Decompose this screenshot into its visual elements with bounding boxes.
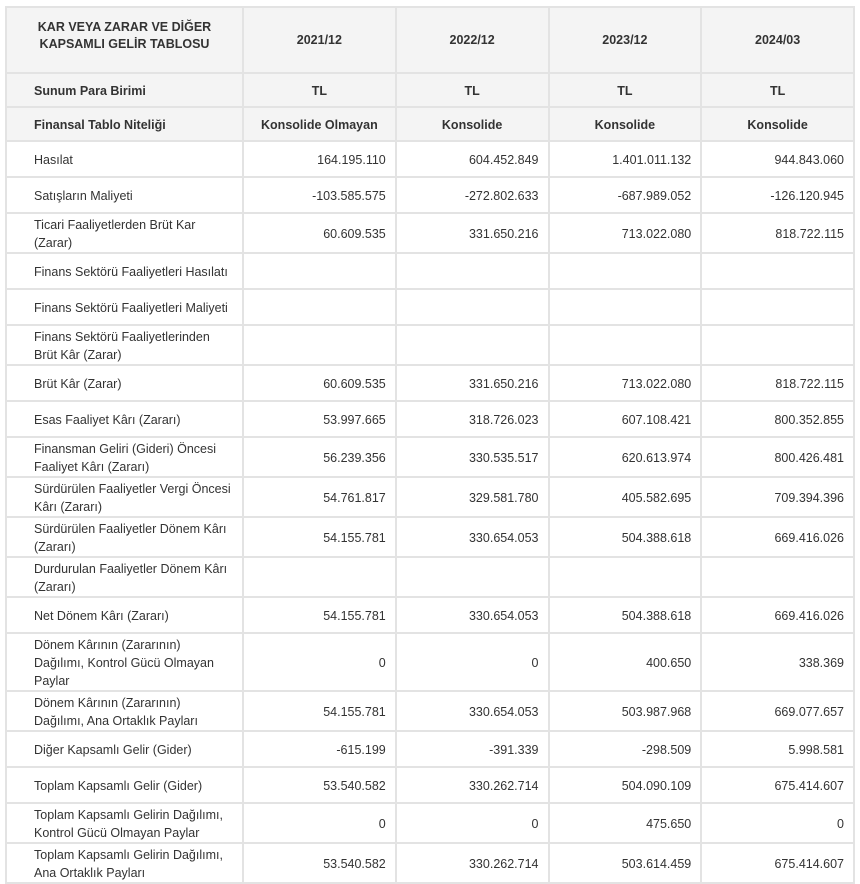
value-cell: 318.726.023 [396, 401, 549, 437]
value-cell: 331.650.216 [396, 213, 549, 253]
table-row [6, 597, 854, 633]
value-cell: -272.802.633 [396, 177, 549, 213]
value-cell [701, 325, 854, 365]
value-cell [701, 253, 854, 289]
value-cell [396, 289, 549, 325]
value-cell: 713.022.080 [549, 213, 702, 253]
value-cell: 330.654.053 [396, 597, 549, 633]
value-cell: 330.535.517 [396, 437, 549, 477]
value-cell: 164.195.110 [243, 141, 396, 177]
table-row [6, 253, 854, 289]
cell: TL [396, 73, 549, 107]
table-row [6, 517, 854, 557]
value-cell: 944.843.060 [701, 141, 854, 177]
value-cell [243, 289, 396, 325]
value-cell [701, 557, 854, 597]
row-label: Hasılat [6, 141, 243, 177]
table-row [6, 213, 854, 253]
value-cell: 503.987.968 [549, 691, 702, 731]
value-cell: 504.388.618 [549, 597, 702, 633]
row-label: Sürdürülen Faaliyetler Dönem Kârı (Zararı) [6, 517, 243, 557]
value-cell: 5.998.581 [701, 731, 854, 767]
value-cell: -687.989.052 [549, 177, 702, 213]
cell: Konsolide [549, 107, 702, 141]
row-label: Toplam Kapsamlı Gelirin Dağılımı, Kontrol Gücü Olmayan Paylar [6, 803, 243, 843]
table-row [6, 477, 854, 517]
cell: TL [701, 73, 854, 107]
value-cell: 56.239.356 [243, 437, 396, 477]
value-cell: 0 [396, 633, 549, 691]
row-label: Brüt Kâr (Zarar) [6, 365, 243, 401]
row-label: Finansal Tablo Niteliği [6, 107, 243, 141]
table-row [6, 289, 854, 325]
value-cell: -103.585.575 [243, 177, 396, 213]
value-cell: 607.108.421 [549, 401, 702, 437]
value-cell: 1.401.011.132 [549, 141, 702, 177]
row-label: Finans Sektörü Faaliyetlerinden Brüt Kâr (Zarar) [6, 325, 243, 365]
value-cell: 675.414.607 [701, 843, 854, 883]
cell: Konsolide Olmayan [243, 107, 396, 141]
value-cell [549, 325, 702, 365]
value-cell: 405.582.695 [549, 477, 702, 517]
row-label: Sunum Para Birimi [6, 73, 243, 107]
table-row [6, 325, 854, 365]
row-label: Diğer Kapsamlı Gelir (Gider) [6, 731, 243, 767]
value-cell: 475.650 [549, 803, 702, 843]
value-cell [243, 325, 396, 365]
value-cell: 818.722.115 [701, 365, 854, 401]
value-cell [243, 253, 396, 289]
row-label: Net Dönem Kârı (Zararı) [6, 597, 243, 633]
value-cell: 329.581.780 [396, 477, 549, 517]
table-row [6, 437, 854, 477]
row-label: Esas Faaliyet Kârı (Zararı) [6, 401, 243, 437]
value-cell [396, 557, 549, 597]
period-header: 2023/12 [549, 7, 702, 73]
value-cell: 504.090.109 [549, 767, 702, 803]
value-cell: 0 [701, 803, 854, 843]
cell: Konsolide [396, 107, 549, 141]
value-cell: 709.394.396 [701, 477, 854, 517]
value-cell: 669.416.026 [701, 597, 854, 633]
value-cell: 504.388.618 [549, 517, 702, 557]
table-row [6, 177, 854, 213]
value-cell: 330.654.053 [396, 691, 549, 731]
table-body [6, 73, 854, 883]
value-cell [549, 289, 702, 325]
period-header: 2021/12 [243, 7, 396, 73]
table-row [6, 557, 854, 597]
cell: TL [243, 73, 396, 107]
value-cell: 60.609.535 [243, 213, 396, 253]
value-cell: 330.654.053 [396, 517, 549, 557]
cell: TL [549, 73, 702, 107]
value-cell: 53.540.582 [243, 843, 396, 883]
value-cell: 400.650 [549, 633, 702, 691]
period-header-row [6, 7, 854, 73]
row-label: Finans Sektörü Faaliyetleri Hasılatı [6, 253, 243, 289]
value-cell: -391.339 [396, 731, 549, 767]
value-cell [701, 289, 854, 325]
table-row [6, 365, 854, 401]
value-cell: 675.414.607 [701, 767, 854, 803]
row-label: Sürdürülen Faaliyetler Vergi Öncesi Kârı (Zararı) [6, 477, 243, 517]
table-row [6, 691, 854, 731]
row-label: Dönem Kârının (Zararının) Dağılımı, Kontrol Gücü Olmayan Paylar [6, 633, 243, 691]
value-cell [396, 325, 549, 365]
value-cell: 669.077.657 [701, 691, 854, 731]
value-cell: 330.262.714 [396, 843, 549, 883]
value-cell [243, 557, 396, 597]
value-cell: 713.022.080 [549, 365, 702, 401]
cell: Konsolide [701, 107, 854, 141]
value-cell: 54.155.781 [243, 691, 396, 731]
value-cell: 503.614.459 [549, 843, 702, 883]
value-cell: 60.609.535 [243, 365, 396, 401]
value-cell: 604.452.849 [396, 141, 549, 177]
value-cell [549, 253, 702, 289]
value-cell: 54.155.781 [243, 597, 396, 633]
value-cell: -615.199 [243, 731, 396, 767]
value-cell [549, 557, 702, 597]
value-cell: 0 [396, 803, 549, 843]
value-cell [396, 253, 549, 289]
row-label: Toplam Kapsamlı Gelirin Dağılımı, Ana Ortaklık Payları [6, 843, 243, 883]
row-label: Durdurulan Faaliyetler Dönem Kârı (Zararı) [6, 557, 243, 597]
value-cell: -126.120.945 [701, 177, 854, 213]
row-label: Toplam Kapsamlı Gelir (Gider) [6, 767, 243, 803]
value-cell: 800.352.855 [701, 401, 854, 437]
table-row [6, 803, 854, 843]
value-cell: 669.416.026 [701, 517, 854, 557]
table-row [6, 141, 854, 177]
row-label: Satışların Maliyeti [6, 177, 243, 213]
value-cell: 338.369 [701, 633, 854, 691]
currency-row [6, 73, 854, 107]
period-header: 2024/03 [701, 7, 854, 73]
value-cell: 0 [243, 633, 396, 691]
value-cell: 53.540.582 [243, 767, 396, 803]
value-cell: 331.650.216 [396, 365, 549, 401]
value-cell: 330.262.714 [396, 767, 549, 803]
table-row [6, 731, 854, 767]
income-statement-table [5, 6, 855, 884]
row-label: Ticari Faaliyetlerden Brüt Kar (Zarar) [6, 213, 243, 253]
value-cell: 54.761.817 [243, 477, 396, 517]
table-row [6, 843, 854, 883]
table-row [6, 767, 854, 803]
row-label: Dönem Kârının (Zararının) Dağılımı, Ana Ortaklık Payları [6, 691, 243, 731]
table-header [6, 7, 854, 73]
value-cell: 800.426.481 [701, 437, 854, 477]
value-cell: 53.997.665 [243, 401, 396, 437]
table-row [6, 633, 854, 691]
statement-nature-row [6, 107, 854, 141]
value-cell: -298.509 [549, 731, 702, 767]
table-title: KAR VEYA ZARAR VE DİĞER KAPSAMLI GELİR TABLOSU [6, 7, 243, 73]
value-cell: 620.613.974 [549, 437, 702, 477]
value-cell: 54.155.781 [243, 517, 396, 557]
value-cell: 818.722.115 [701, 213, 854, 253]
period-header: 2022/12 [396, 7, 549, 73]
value-cell: 0 [243, 803, 396, 843]
table-row [6, 401, 854, 437]
row-label: Finansman Geliri (Gideri) Öncesi Faaliyet Kârı (Zararı) [6, 437, 243, 477]
row-label: Finans Sektörü Faaliyetleri Maliyeti [6, 289, 243, 325]
